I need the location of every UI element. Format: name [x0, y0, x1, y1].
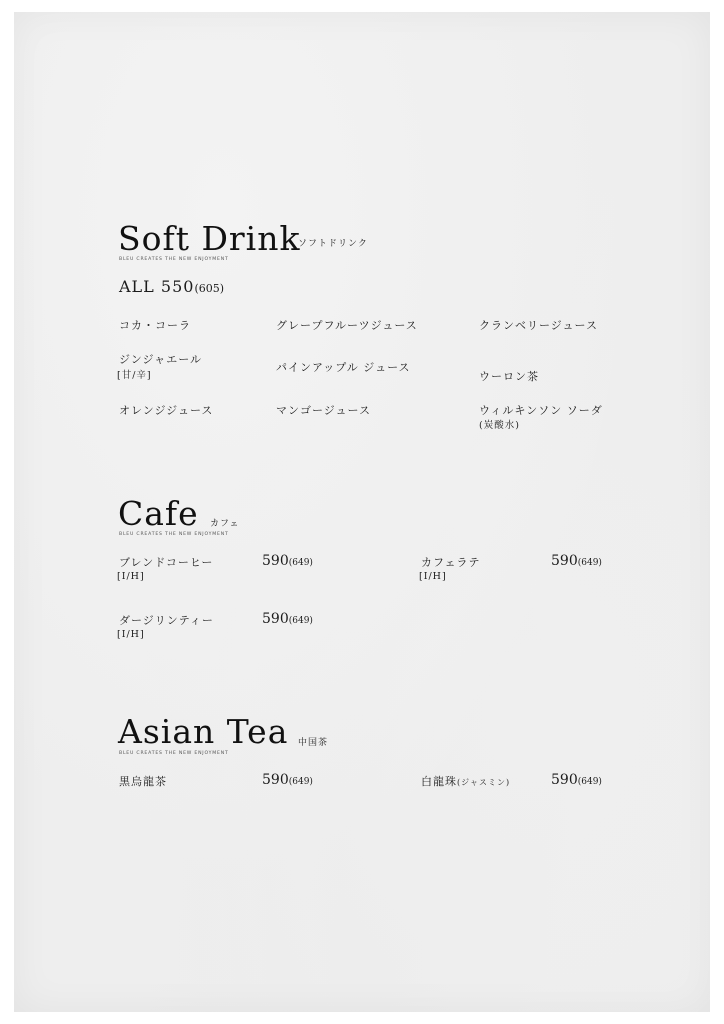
price-value: 590: [262, 611, 289, 627]
price-value: 590: [551, 553, 578, 569]
price-value: 550: [160, 277, 195, 296]
asian-tea-tagline: BLEU CREATES THE NEW ENJOYMENT: [119, 751, 229, 756]
menu-item: マンゴージュース: [276, 404, 372, 417]
price-tax: (649): [288, 616, 313, 626]
menu-item-price: [262, 553, 313, 569]
menu-item: コカ・コーラ: [119, 319, 191, 332]
soft-drink-tagline: BLEU CREATES THE NEW ENJOYMENT: [119, 257, 229, 262]
price-value: 590: [551, 772, 578, 788]
menu-item-price: [551, 553, 602, 569]
menu-item: [421, 773, 510, 789]
menu-item: クランベリージュース: [479, 319, 599, 332]
menu-item: グレープフルーツジュース: [276, 319, 418, 332]
menu-item-note: [I/H]: [419, 571, 447, 582]
price-value: 590: [262, 772, 289, 788]
cafe-title: Cafe: [118, 494, 199, 533]
menu-item-note: [甘/辛]: [117, 370, 152, 381]
price-tax: (649): [288, 558, 313, 568]
cafe-title-jp: カフェ: [210, 519, 240, 529]
price-label: ALL: [119, 277, 155, 296]
menu-item: オレンジジュース: [119, 404, 214, 417]
price-tax: (649): [577, 558, 602, 568]
menu-item-note: [I/H]: [117, 571, 145, 582]
menu-item: ウーロン茶: [479, 370, 539, 383]
menu-item-note: (ジャスミン): [457, 778, 511, 787]
soft-drink-title-jp: ソフトドリンク: [298, 239, 368, 249]
menu-item: ジンジャエール: [119, 353, 203, 366]
menu-item-note: (炭酸水): [479, 420, 520, 431]
menu-item: パインアップル ジュース: [276, 361, 411, 374]
menu-item-price: [551, 772, 602, 788]
menu-item: カフェラテ: [421, 556, 481, 569]
menu-item-price: [262, 772, 313, 788]
price-tax: (605): [194, 282, 225, 295]
menu-item-note: [I/H]: [117, 629, 145, 640]
menu-item-price: [262, 611, 313, 627]
price-tax: (649): [288, 777, 313, 787]
soft-drink-price: [119, 277, 224, 296]
menu-item: ダージリンティー: [119, 614, 214, 627]
soft-drink-title: Soft Drink: [118, 219, 301, 258]
menu-item: ウィルキンソン ソーダ: [479, 404, 603, 417]
menu-item: 黒烏龍茶: [119, 775, 167, 788]
price-value: 590: [262, 553, 289, 569]
price-tax: (649): [577, 777, 602, 787]
cafe-tagline: BLEU CREATES THE NEW ENJOYMENT: [119, 532, 229, 537]
asian-tea-title: Asian Tea: [118, 712, 289, 751]
asian-tea-title-jp: 中国茶: [298, 738, 329, 748]
menu-item: ブレンドコーヒー: [119, 556, 214, 569]
menu-item-name: 白龍珠: [421, 775, 457, 788]
